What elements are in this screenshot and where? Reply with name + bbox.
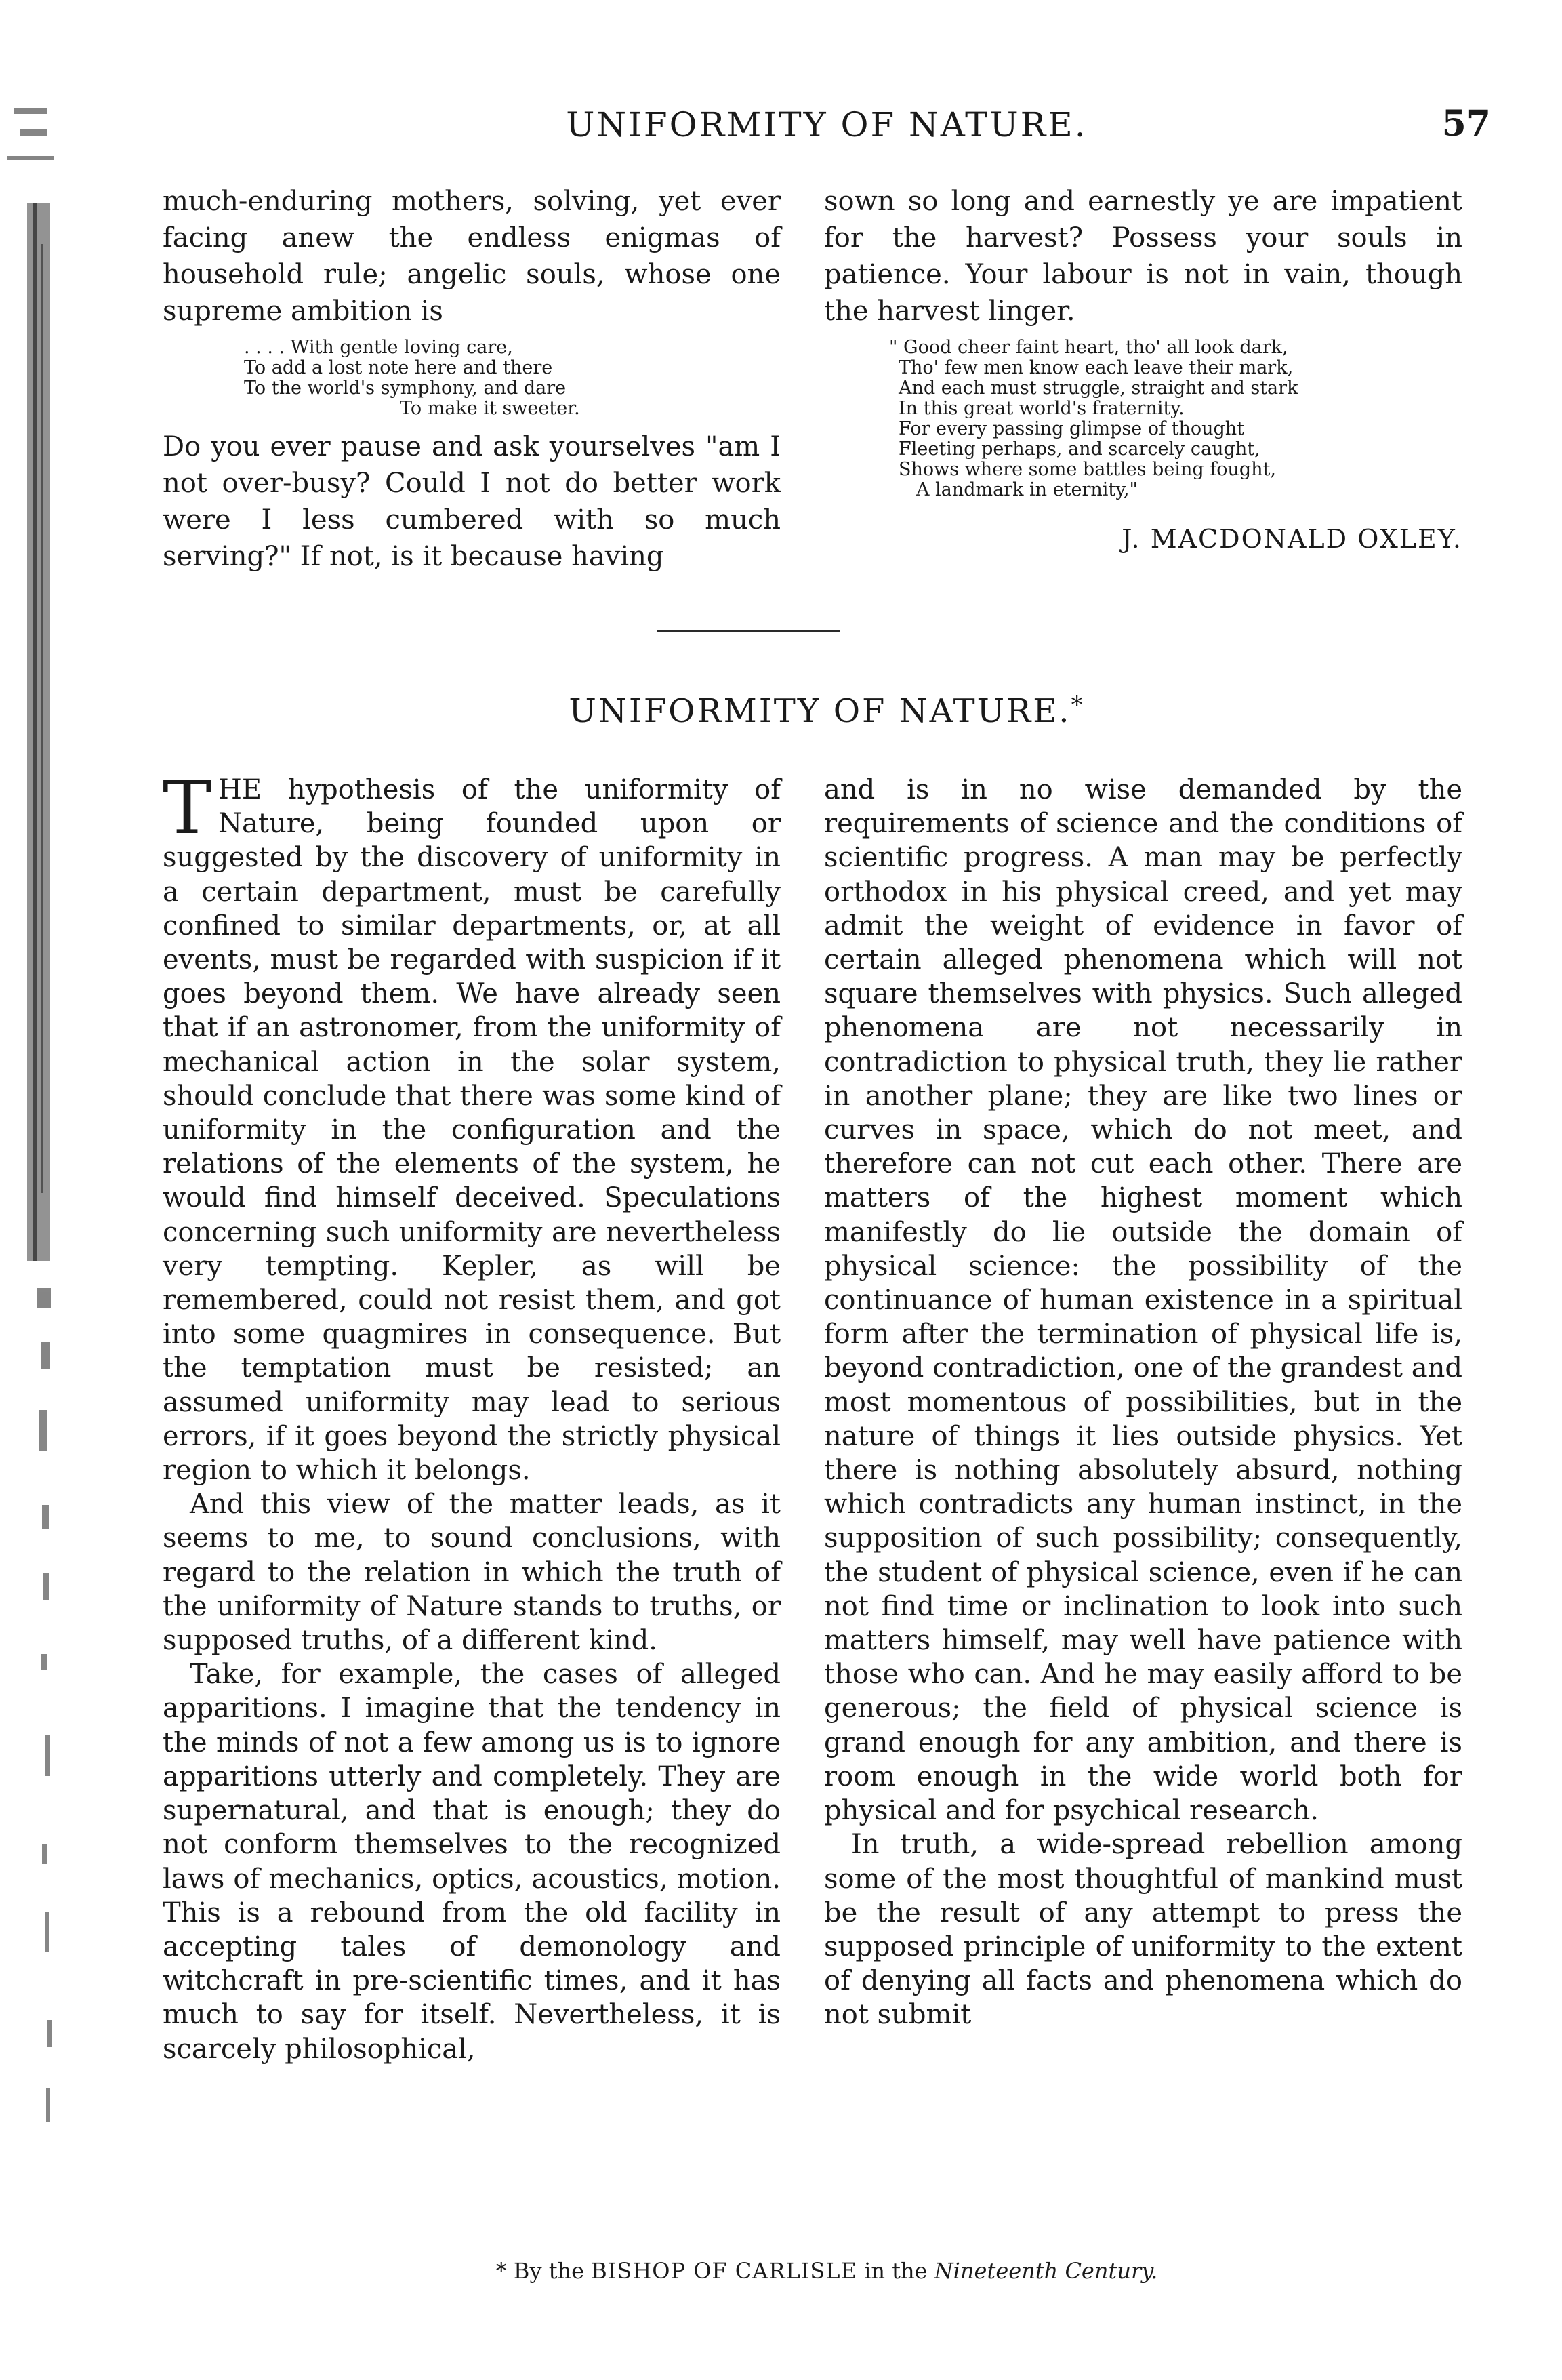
- article-paragraph: Take, for example, the cases of alleged apparitions. I imagine that the tendency in the minds of not a few among us is to ignore apparitions utterly and completely. They are supernatural, and that is enough; they do not conform themselves to the recognized laws of mechanics, optics, acoustics, motion. This is a rebound from the old facility in accepting tales of demonology and witchcraft in pre-scientific times, and it has much to say for itself. Nevertheless, it is scarcely philosophical,: [163, 1659, 781, 2065]
- footnote-reference-mark: *: [1071, 691, 1085, 719]
- verse-line: To make it sweeter.: [400, 398, 580, 419]
- verse-line: . . . . With gentle loving care,: [244, 337, 513, 358]
- verse-line: And each must struggle, straight and stark: [899, 378, 1298, 399]
- verse-line: " Good cheer faint heart, tho' all look dark,: [889, 337, 1288, 358]
- verse-line: Fleeting perhaps, and scarcely caught,: [899, 439, 1260, 460]
- preceding-right-paragraph: sown so long and earnestly ye are impatient for the harvest? Possess your souls in patience. Your labour is not in vain, though the harvest linger.: [824, 186, 1462, 327]
- footnote-author: BISHOP OF CARLISLE: [591, 2258, 857, 2284]
- preceding-right-verse: [889, 338, 1462, 500]
- footnote-source: Nineteenth Century.: [934, 2258, 1158, 2284]
- article-title-text: UNIFORMITY OF NATURE.: [569, 692, 1071, 730]
- preceding-article-left-column: [163, 183, 781, 575]
- footnote-by: By the: [513, 2258, 585, 2284]
- article-paragraph: In truth, a wide-spread rebellion among some of the most thoughtful of mankind must be the result of any attempt to press the supposed principle of uniformity to the extent of denying all facts and phenomena which do not submit: [824, 1829, 1462, 2031]
- verse-line: To add a lost note here and there: [244, 357, 553, 378]
- preceding-left-verse: [244, 338, 781, 419]
- article-right-column: [824, 773, 1462, 2032]
- verse-line: For every passing glimpse of thought: [899, 418, 1245, 439]
- footnote-in-the: in the: [864, 2258, 928, 2284]
- verse-line: Shows where some battles being fought,: [899, 459, 1276, 480]
- preceding-article-right-column: [824, 183, 1462, 557]
- verse-line: To the world's symphony, and dare: [244, 378, 567, 399]
- author-signature: J. MACDONALD OXLEY.: [1122, 524, 1462, 554]
- binding-edge-texture: [0, 81, 75, 2142]
- article-paragraph: and is in no wise demanded by the requirements of science and the conditions of scientific progress. A man may be perfectly orthodox in his physical creed, and yet may admit the weight of evidence in favor of certain alleged phenomena which will not square themselves with physics. Such alleged phenomena are not necessarily in contradiction to physical truth, they lie rather in another plane; they are like two lines or curves in space, which do not meet, and therefore can not cut each other. There are matters of the highest moment which manifestly do lie outside the domain of physical science: the possibility of the continuance of human existence in a spiritual form after the termination of physical life is, beyond contradiction, one of the grandest and most momentous of possibilities, but in the nature of things it lies outside physics. Yet there is nothing absolutely absurd, nothing which contradicts any human instinct, in the supposition of such possibility; consequently, the student of physical science, even if he can not find time or inclination to look into such matters himself, may well have patience with those who can. And he may easily afford to be generous; the field of physical science is grand enough for any ambition, and there is room enough in the wide world both for physical and for psychical research.: [824, 774, 1462, 1827]
- article-paragraph: [163, 766, 781, 1487]
- running-head: [163, 100, 1491, 155]
- preceding-left-paragraph: much-enduring mothers, solving, yet ever facing anew the endless enigmas of household rule; angelic souls, whose one supreme ambition is: [163, 186, 781, 327]
- article-paragraph-text: HE hypothesis of the uniformity of Nature, being founded upon or suggested by the discovery of uniformity in a certain department, must be carefully confined to similar departments, or, at all events, must be regarded with suspicion if it goes beyond them. We have already seen that if an astronomer, from the uniformity of mechanical action in the solar system, should conclude that there was some kind of uniformity in the configuration and the relations of the elements of the system, he would find himself deceived. Speculations concerning such uniformity are nevertheless very tempting. Kepler, as will be remembered, could not resist them, and got into some quagmires in consequence. But the temptation must be resisted; an assumed uniformity may lead to serious errors, if it goes beyond the strictly physical region to which it belongs.: [163, 774, 781, 1487]
- preceding-left-paragraph-after: Do you ever pause and ask yourselves "am I not over-busy? Could I not do better work were I less cumbered with so much serving?" If not, is it because having: [163, 431, 781, 572]
- footnote-mark: *: [495, 2258, 507, 2284]
- page-number: 57: [1441, 103, 1491, 144]
- section-divider: [657, 630, 840, 632]
- running-title: UNIFORMITY OF NATURE.: [566, 105, 1088, 144]
- verse-line: A landmark in eternity,": [916, 479, 1138, 500]
- footnote: [163, 2256, 1491, 2286]
- article-title: [163, 685, 1491, 731]
- article-left-column: [163, 766, 781, 2066]
- binding-edge: [0, 81, 75, 2142]
- verse-line: Tho' few men know each leave their mark,: [899, 357, 1294, 378]
- article-paragraph: And this view of the matter leads, as it seems to me, to sound conclusions, with regard to the relation in which the truth of the uniformity of Nature stands to truths, or supposed truths, of a different kind.: [163, 1489, 781, 1657]
- verse-line: In this great world's fraternity.: [899, 398, 1185, 419]
- drop-cap: T: [163, 766, 212, 851]
